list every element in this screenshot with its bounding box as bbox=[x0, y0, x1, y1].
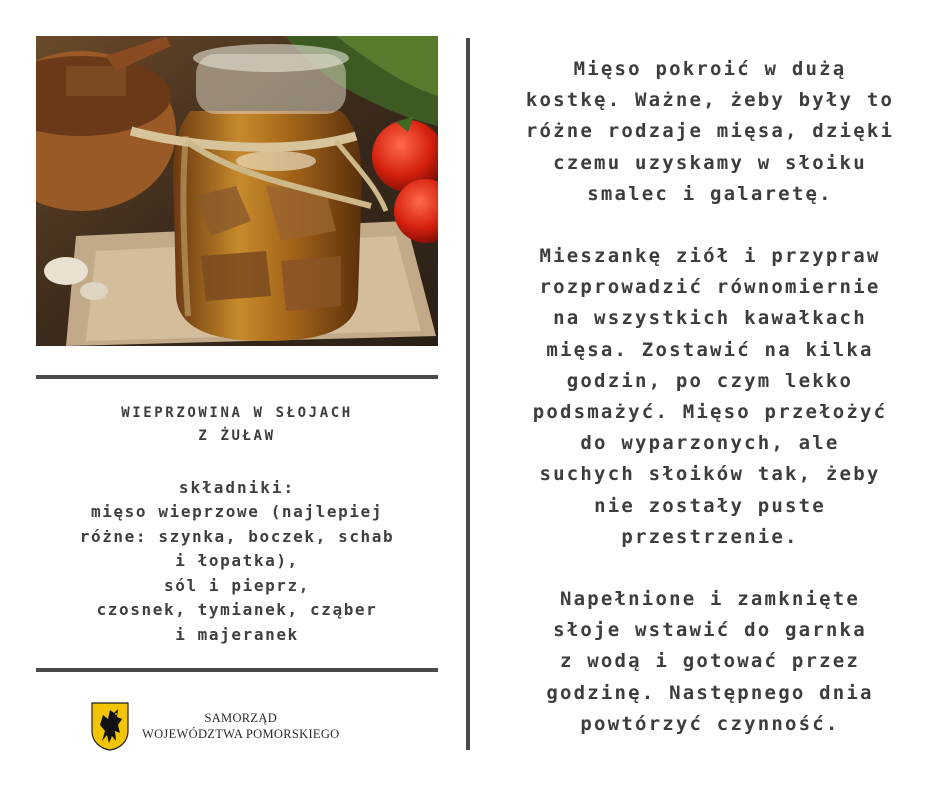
instruction-paragraph bbox=[480, 54, 940, 210]
ingredient-line: mięso wieprzowe (najlepiej bbox=[90, 502, 384, 521]
recipe-photo bbox=[36, 36, 438, 346]
instruction-line: podsmażyć. Mięso przełożyć bbox=[532, 401, 888, 424]
recipe-summary bbox=[36, 402, 438, 647]
instruction-paragraph bbox=[480, 584, 940, 740]
instruction-line: różne rodzaje mięsa, dzięki bbox=[525, 120, 895, 143]
divider-bottom bbox=[36, 668, 438, 672]
ingredients-list bbox=[36, 500, 438, 647]
instruction-line: Mieszankę ziół i przypraw bbox=[539, 245, 881, 268]
ingredients-label: składniki: bbox=[178, 478, 296, 497]
dish-title-line: WIEPRZOWINA W SŁOJACH bbox=[121, 405, 353, 421]
instruction-line: kostkę. Ważne, żeby były to bbox=[525, 89, 895, 112]
footer-branding bbox=[90, 700, 340, 752]
instruction-line: czemu uzyskamy w słoiku bbox=[553, 151, 867, 174]
instruction-line: przestrzenie. bbox=[621, 525, 799, 548]
ingredient-line: sól i pieprz, bbox=[163, 575, 311, 595]
organization-name bbox=[142, 710, 340, 742]
instruction-line: do wyparzonych, ale bbox=[580, 432, 840, 455]
organization-name-line: WOJEWÓDZTWA POMORSKIEGO bbox=[142, 727, 340, 741]
instruction-line: smalec i galaretę. bbox=[587, 182, 833, 205]
instruction-line: nie zostały puste bbox=[594, 494, 826, 517]
ingredient-line: czosnek, tymianek, cząber bbox=[96, 600, 378, 619]
ingredient-line: i łopatka), bbox=[175, 551, 299, 570]
instruction-line: na wszystkich kawałkach bbox=[553, 307, 867, 330]
dish-title-line: Z ŻUŁAW bbox=[198, 428, 276, 444]
instruction-line: z wodą i gotować przez bbox=[559, 650, 861, 673]
instruction-line: słoje wstawić do garnka bbox=[553, 619, 867, 642]
instruction-line: mięsa. Zostawić na kilka bbox=[546, 338, 874, 361]
instruction-line: powtórzyć czynność. bbox=[580, 712, 840, 735]
instruction-line: Napełnione i zamknięte bbox=[559, 588, 861, 611]
organization-name-line: SAMORZĄD bbox=[204, 711, 278, 725]
instruction-line: suchych słoików tak, żeby bbox=[539, 463, 881, 486]
griffin-crest-icon bbox=[90, 701, 130, 751]
instruction-line: godzin, po czym lekko bbox=[566, 369, 854, 392]
instruction-line: rozprowadzić równomiernie bbox=[539, 276, 881, 299]
instruction-line: Mięso pokroić w dużą bbox=[573, 58, 847, 80]
dish-title bbox=[36, 402, 438, 448]
divider-top bbox=[36, 375, 438, 379]
instruction-line: godzinę. Następnego dnia bbox=[546, 681, 874, 704]
ingredient-line: i majeranek bbox=[175, 624, 299, 644]
jar-photo-illustration bbox=[36, 36, 438, 346]
divider-vertical bbox=[466, 38, 470, 750]
ingredient-line: różne: szynka, boczek, schab bbox=[79, 526, 395, 546]
instruction-paragraph bbox=[480, 241, 940, 553]
instructions bbox=[480, 54, 940, 740]
